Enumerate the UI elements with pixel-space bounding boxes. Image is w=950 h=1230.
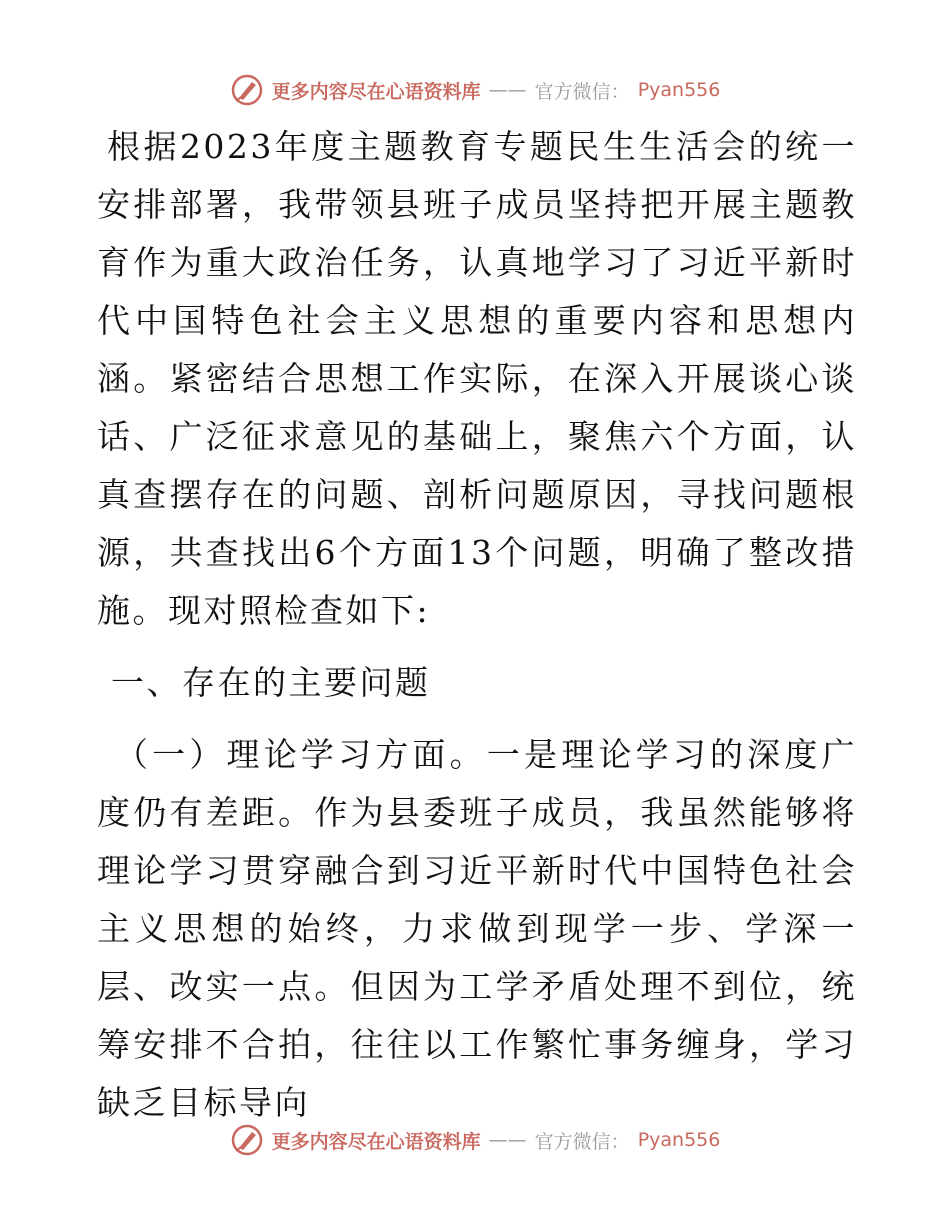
watermark-contact-label: 官方微信： <box>534 80 630 103</box>
quill-pen-icon <box>230 73 264 107</box>
theory-study-paragraph: （一）理论学习方面。一是理论学习的深度广度仍有差距。作为县委班子成员，我虽然能够将理论学习贯穿融合到习近平新时代中国特色社会主义思想的始终，力求做到现学一步、学深一层、改实一点。但因为工学矛盾处理不到位，统筹安排不合拍，往往以工作繁忙事务缠身，学习缺乏目标导向 <box>97 735 857 1122</box>
watermark-site-text: 更多内容尽在心语资料库 <box>271 1130 481 1153</box>
header-watermark <box>0 70 950 110</box>
document-body <box>97 118 857 1132</box>
watermark-contact-id: Pyan556 <box>637 1129 721 1151</box>
watermark-contact-label: 官方微信： <box>534 1130 630 1153</box>
footer-watermark <box>0 1120 950 1160</box>
watermark-separator: —— <box>488 79 527 101</box>
watermark-contact-id: Pyan556 <box>637 79 721 101</box>
watermark-separator: —— <box>488 1129 527 1151</box>
quill-pen-icon <box>230 1123 264 1157</box>
watermark-site-text: 更多内容尽在心语资料库 <box>271 80 481 103</box>
section-heading: 一、存在的主要问题 <box>111 663 431 702</box>
intro-paragraph: 根据2023年度主题教育专题民生生活会的统一安排部署，我带领县班子成员坚持把开展主题教育作为重大政治任务，认真地学习了习近平新时代中国特色社会主义思想的重要内容和思想内涵。紧密结合思想工作实际，在深入开展谈心谈话、广泛征求意见的基础上，聚焦六个方面，认真查摆存在的问题、剖析问题原因，寻找问题根源，共查找出6个方面13个问题，明确了整改措施。现对照检查如下: <box>97 127 857 630</box>
